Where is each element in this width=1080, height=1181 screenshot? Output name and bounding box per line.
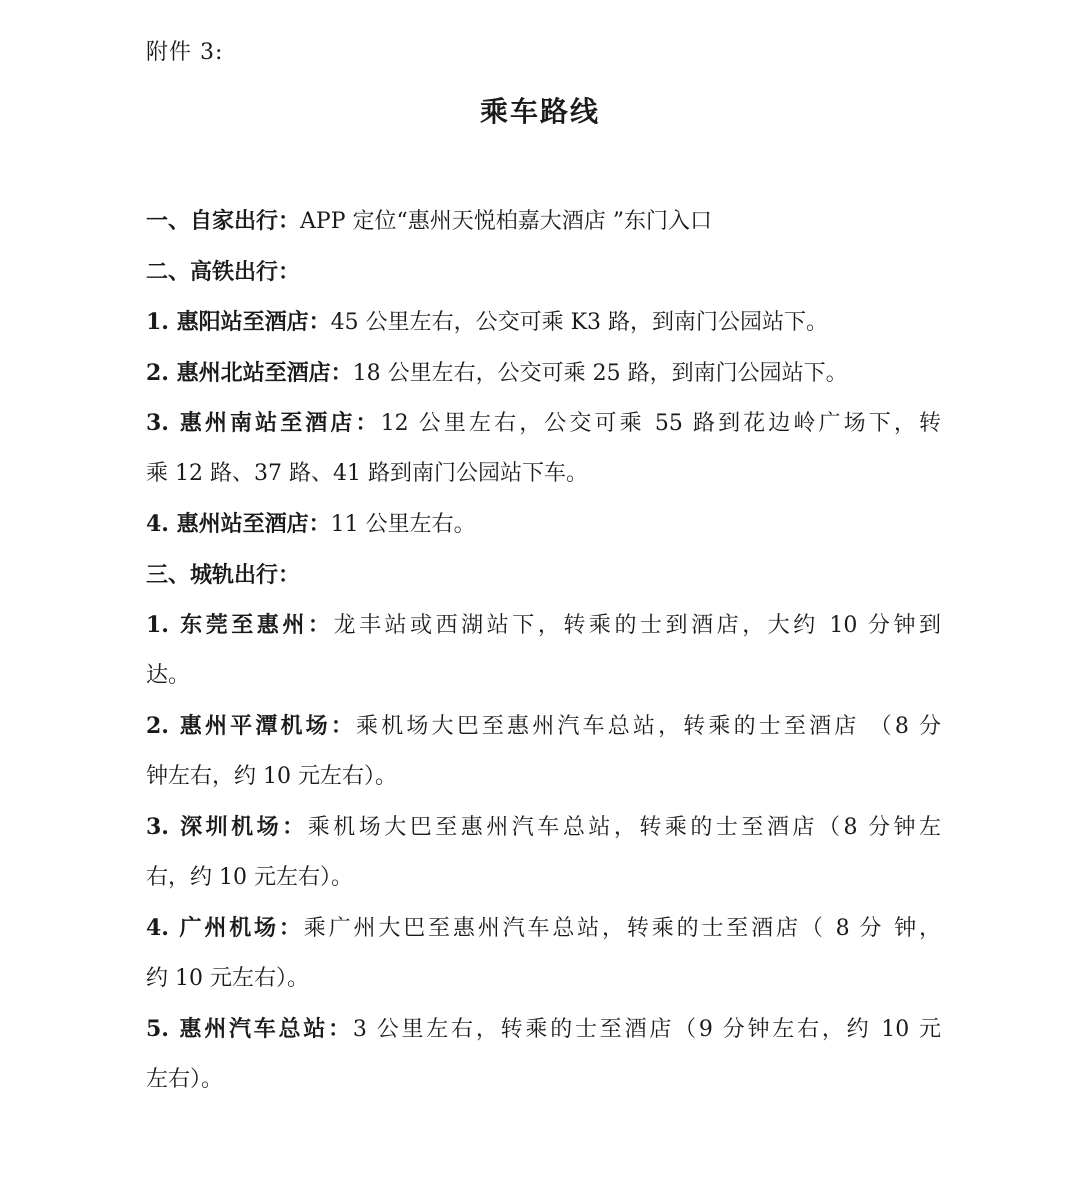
line-text: APP 定位“惠州天悦柏嘉大酒店 ”东门入口: [300, 209, 712, 234]
attachment-label: 附件 3:: [146, 40, 224, 65]
text-line: [146, 196, 941, 247]
document-title: 乘车路线: [479, 95, 600, 128]
line-heading: 1. 东莞至惠州：: [146, 612, 334, 638]
line-text: 右，约 10 元左右）。: [146, 864, 353, 890]
text-line: [146, 550, 941, 601]
line-heading: 二、高铁出行：: [146, 258, 301, 285]
line-text: 11 公里左右。: [330, 512, 476, 537]
text-line: [146, 297, 941, 348]
line-text: 达。: [146, 662, 191, 688]
route-content: [146, 196, 941, 1105]
line-text: 12 公里左右，公交可乘 55 路到花边岭广场下，转: [380, 411, 941, 436]
text-line: [146, 903, 941, 954]
line-heading: 一、自家出行：: [146, 208, 301, 234]
line-heading: 3. 深圳机场：: [146, 814, 308, 840]
text-line: [146, 853, 941, 904]
text-line: [146, 752, 941, 803]
text-line: [146, 348, 941, 399]
line-text: 18 公里左右，公交可乘 25 路，到南门公园站下。: [352, 360, 848, 386]
line-text: 约 10 元左右）。: [146, 965, 309, 991]
line-heading: 2. 惠州北站至酒店：: [146, 359, 353, 386]
line-heading: 4. 惠州站至酒店：: [146, 511, 331, 537]
text-line: [146, 449, 941, 500]
line-heading: 2. 惠州平潭机场：: [146, 713, 357, 739]
line-text: 3 公里左右，转乘的士至酒店（9 分钟左右，约 10 元: [352, 1017, 941, 1042]
line-text: 乘机场大巴至惠州汽车总站，转乘的士至酒店（8 分钟左: [307, 815, 941, 840]
line-heading: 1. 惠阳站至酒店：: [146, 309, 331, 335]
line-text: 乘 12 路、37 路、41 路到南门公园站下车。: [146, 460, 588, 486]
text-line: [146, 398, 941, 449]
text-line: [146, 499, 941, 550]
line-text: 乘机场大巴至惠州汽车总站，转乘的士至酒店 （8 分: [356, 714, 941, 739]
text-line: [146, 802, 941, 853]
text-line: [146, 1055, 941, 1106]
text-line: [146, 651, 941, 702]
line-text: 龙丰站或西湖站下，转乘的士到酒店，大约 10 分钟到: [333, 613, 941, 638]
line-text: 钟左右，约 10 元左右）。: [146, 763, 397, 789]
line-heading: 4. 广州机场：: [146, 915, 304, 941]
text-line: [146, 247, 941, 298]
line-heading: 3. 惠州南站至酒店：: [146, 410, 381, 436]
line-heading: 三、城轨出行：: [146, 561, 301, 588]
line-text: 乘广州大巴至惠州汽车总站，转乘的士至酒店（ 8 分 钟，: [303, 916, 941, 941]
line-heading: 5. 惠州汽车总站：: [146, 1016, 353, 1042]
line-text: 左右）。: [146, 1066, 224, 1092]
text-line: [146, 701, 941, 752]
text-line: [146, 954, 941, 1005]
text-line: [146, 600, 941, 651]
line-text: 45 公里左右，公交可乘 K3 路，到南门公园站下。: [330, 310, 829, 335]
text-line: [146, 1004, 941, 1055]
